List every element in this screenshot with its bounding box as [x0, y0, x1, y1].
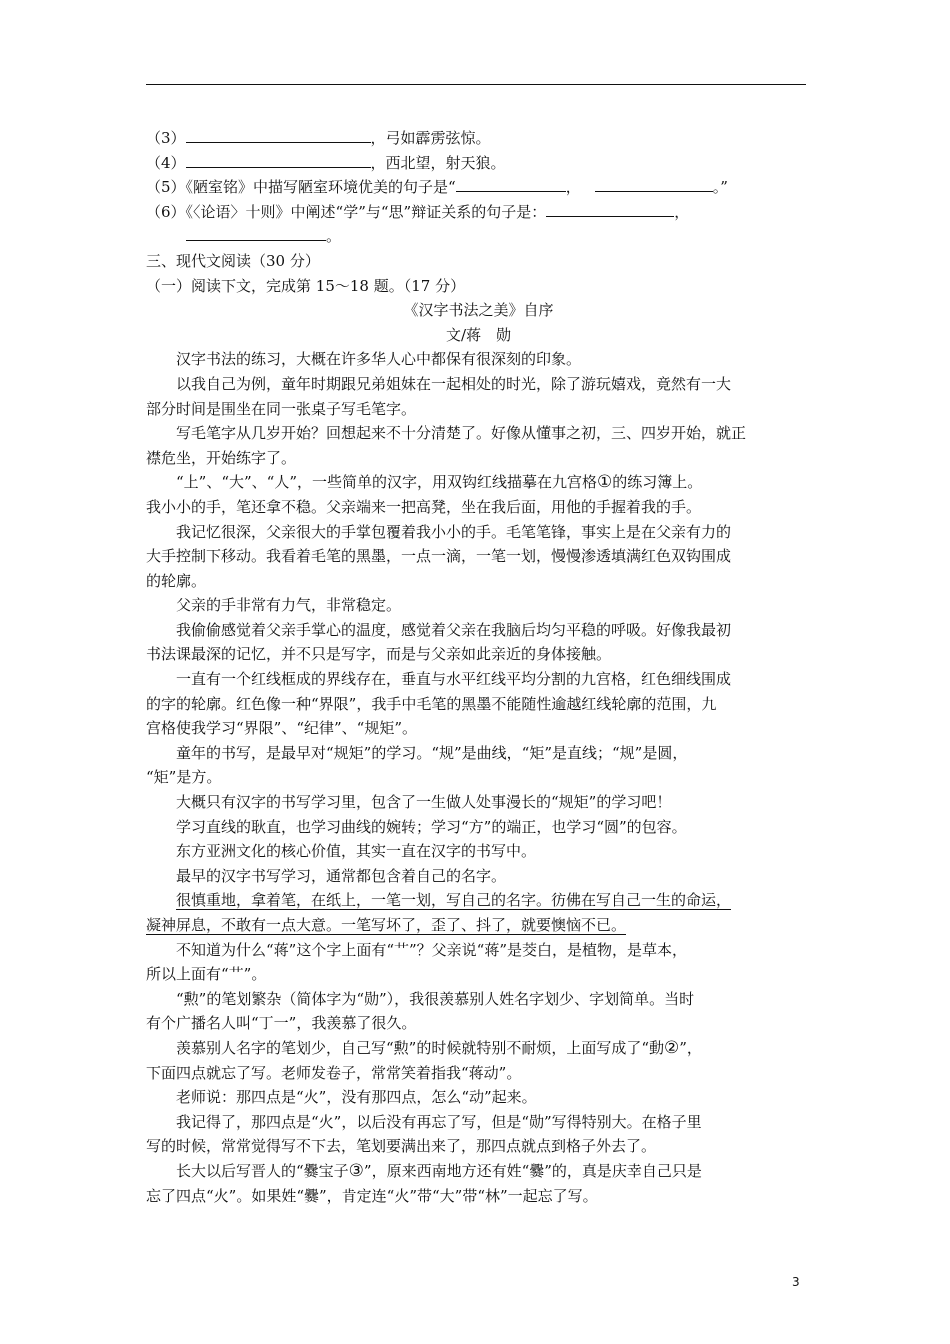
paragraph-line: 以我自己为例，童年时期跟兄弟姐妹在一起相处的时光，除了游玩嬉戏，竟然有一大 [176, 374, 732, 393]
answer-blank[interactable] [186, 152, 371, 168]
paragraph-line: 学习直线的耿直，也学习曲线的婉转；学习“方”的端正，也学习“圆”的包容。 [176, 817, 687, 836]
paragraph-line: 长大以后写晋人的“爨宝子③”，原来西南地方还有姓“爨”的，真是庆幸自己只是 [176, 1160, 702, 1181]
paragraph-line: 部分时间是围坐在同一张桌子写毛笔字。 [146, 399, 417, 418]
paragraph-line: 东方亚洲文化的核心价值，其实一直在汉字的书写中。 [176, 842, 537, 861]
paragraph-line: 所以上面有“艹”。 [146, 965, 267, 984]
paragraph-line: 襟危坐，开始练字了。 [146, 448, 297, 467]
answer-blank[interactable] [595, 176, 713, 192]
paragraph-line: 有个广播名人叫“丁一”，我羡慕了很久。 [146, 1014, 417, 1033]
paragraph-line: 大概只有汉字的书写学习里，包含了一生做人处事漫长的“规矩”的学习吧！ [176, 793, 672, 812]
subsection-title: （一）阅读下文，完成第 15～18 题。（17 分） [146, 276, 466, 295]
footnote-mark-2: ② [664, 1037, 680, 1058]
footnote-mark-1: ① [597, 472, 613, 493]
paragraph-line: “矩”是方。 [146, 768, 222, 787]
answer-blank[interactable] [186, 225, 326, 241]
paragraph-line: 童年的书写，是最早对“规矩”的学习。“规”是曲线，“矩”是直线；“规”是圆， [176, 743, 688, 762]
paragraph-line: 我记得了，那四点是“火”，以后没有再忘了写，但是“勋”写得特别大。在格子里 [176, 1112, 702, 1131]
page-content [146, 126, 811, 1208]
paragraph-line: 下面四点就忘了写。老师发卷子，常常笑着指我“蒋动”。 [146, 1063, 522, 1082]
answer-blank[interactable] [456, 176, 566, 192]
paragraph-line: 的轮廓。 [146, 571, 207, 590]
paragraph-line: 不知道为什么“蒋”这个字上面有“艹”？父亲说“蒋”是茭白，是植物，是草本， [176, 940, 688, 959]
underlined-line: 很慎重地，拿着笔，在纸上，一笔一划，写自己的名字。彷佛在写自己一生的命运， [176, 891, 732, 910]
answer-blank[interactable] [186, 127, 371, 143]
paragraph-line: “勲”的笔划繁杂（简体字为“勋”），我很羡慕别人姓名字划少、字划简单。当时 [176, 989, 695, 1008]
paragraph-line: 大手控制下移动。我看着毛笔的黑墨，一点一滴，一笔一划，慢慢渗透填满红色双钩围成 [146, 547, 732, 566]
paragraph-line: 一直有一个红线框成的界线存在，垂直与水平红线平均分割的九宫格，红色细线围成 [176, 670, 732, 689]
paragraph-line: 写的时候，常常觉得写不下去，笔划要满出来了，那四点就点到格子外去了。 [146, 1137, 657, 1156]
article-author: 文/蒋 勋 [445, 325, 512, 344]
paragraph-line: 我记忆很深，父亲很大的手掌包覆着我小小的手。毛笔笔锋，事实上是在父亲有力的 [176, 522, 732, 541]
question-5: （5）《陋室铭》中描写陋室环境优美的句子是“ ， 。” [146, 178, 728, 197]
paragraph-line: “上”、“大”、“人”，一些简单的汉字，用双钩红线描摹在九宫格①的练习簿上。 [176, 472, 703, 493]
page-number: 3 [792, 1275, 800, 1289]
question-4: （4） ，西北望，射天狼。 [146, 153, 506, 172]
answer-blank[interactable] [546, 201, 674, 217]
article-title: 《汉字书法之美》自序 [403, 301, 554, 320]
paragraph-line: 汉字书法的练习，大概在许多华人心中都保有很深刻的印象。 [176, 350, 582, 369]
paragraph-line: 的字的轮廓。红色像一种“界限”，我手中毛笔的黑墨不能随性逾越红线轮廓的范围，九 [146, 694, 717, 713]
question-3: （3） ，弓如霹雳弦惊。 [146, 129, 491, 147]
question-6-cont: 。 [146, 224, 811, 249]
paragraph-line: 宫格使我学习“界限”、“纪律”、“规矩”。 [146, 719, 418, 738]
section-title: 三、现代文阅读（30 分） [146, 251, 320, 270]
paragraph-line: 写毛笔字从几岁开始？回想起来不十分清楚了。好像从懂事之初，三、四岁开始，就正 [176, 424, 747, 443]
paragraph-line: 最早的汉字书写学习，通常都包含着自己的名字。 [176, 866, 507, 885]
footnote-mark-3: ③ [348, 1160, 364, 1181]
paragraph-line: 我小小的手，笔还拿不稳。父亲端来一把高凳，坐在我后面，用他的手握着我的手。 [146, 497, 702, 516]
paragraph-line: 羡慕别人名字的笔划少，自己写“勲”的时候就特别不耐烦，上面写成了“動②”， [176, 1037, 702, 1058]
paragraph-line: 忘了四点“火”。如果姓“爨”，肯定连“火”带“大”带“林”一起忘了写。 [146, 1186, 598, 1205]
paragraph-line: 书法课最深的记忆，并不只是写字，而是与父亲如此亲近的身体接触。 [146, 645, 612, 664]
paragraph-line: 老师说：那四点是“火”，没有那四点，怎么“动”起来。 [176, 1088, 537, 1107]
underlined-line: 凝神屏息，不敢有一点大意。一笔写坏了，歪了、抖了，就要懊恼不已。 [146, 916, 627, 934]
paragraph-line: 父亲的手非常有力气，非常稳定。 [176, 596, 402, 615]
question-6: （6）《〈论语〉十则》中阐述“学”与“思”辩证关系的句子是： ， [146, 202, 690, 221]
paragraph-line: 我偷偷感觉着父亲手掌心的温度，感觉着父亲在我脑后均匀平稳的呼吸。好像我最初 [176, 620, 732, 639]
header-rule [146, 84, 806, 85]
